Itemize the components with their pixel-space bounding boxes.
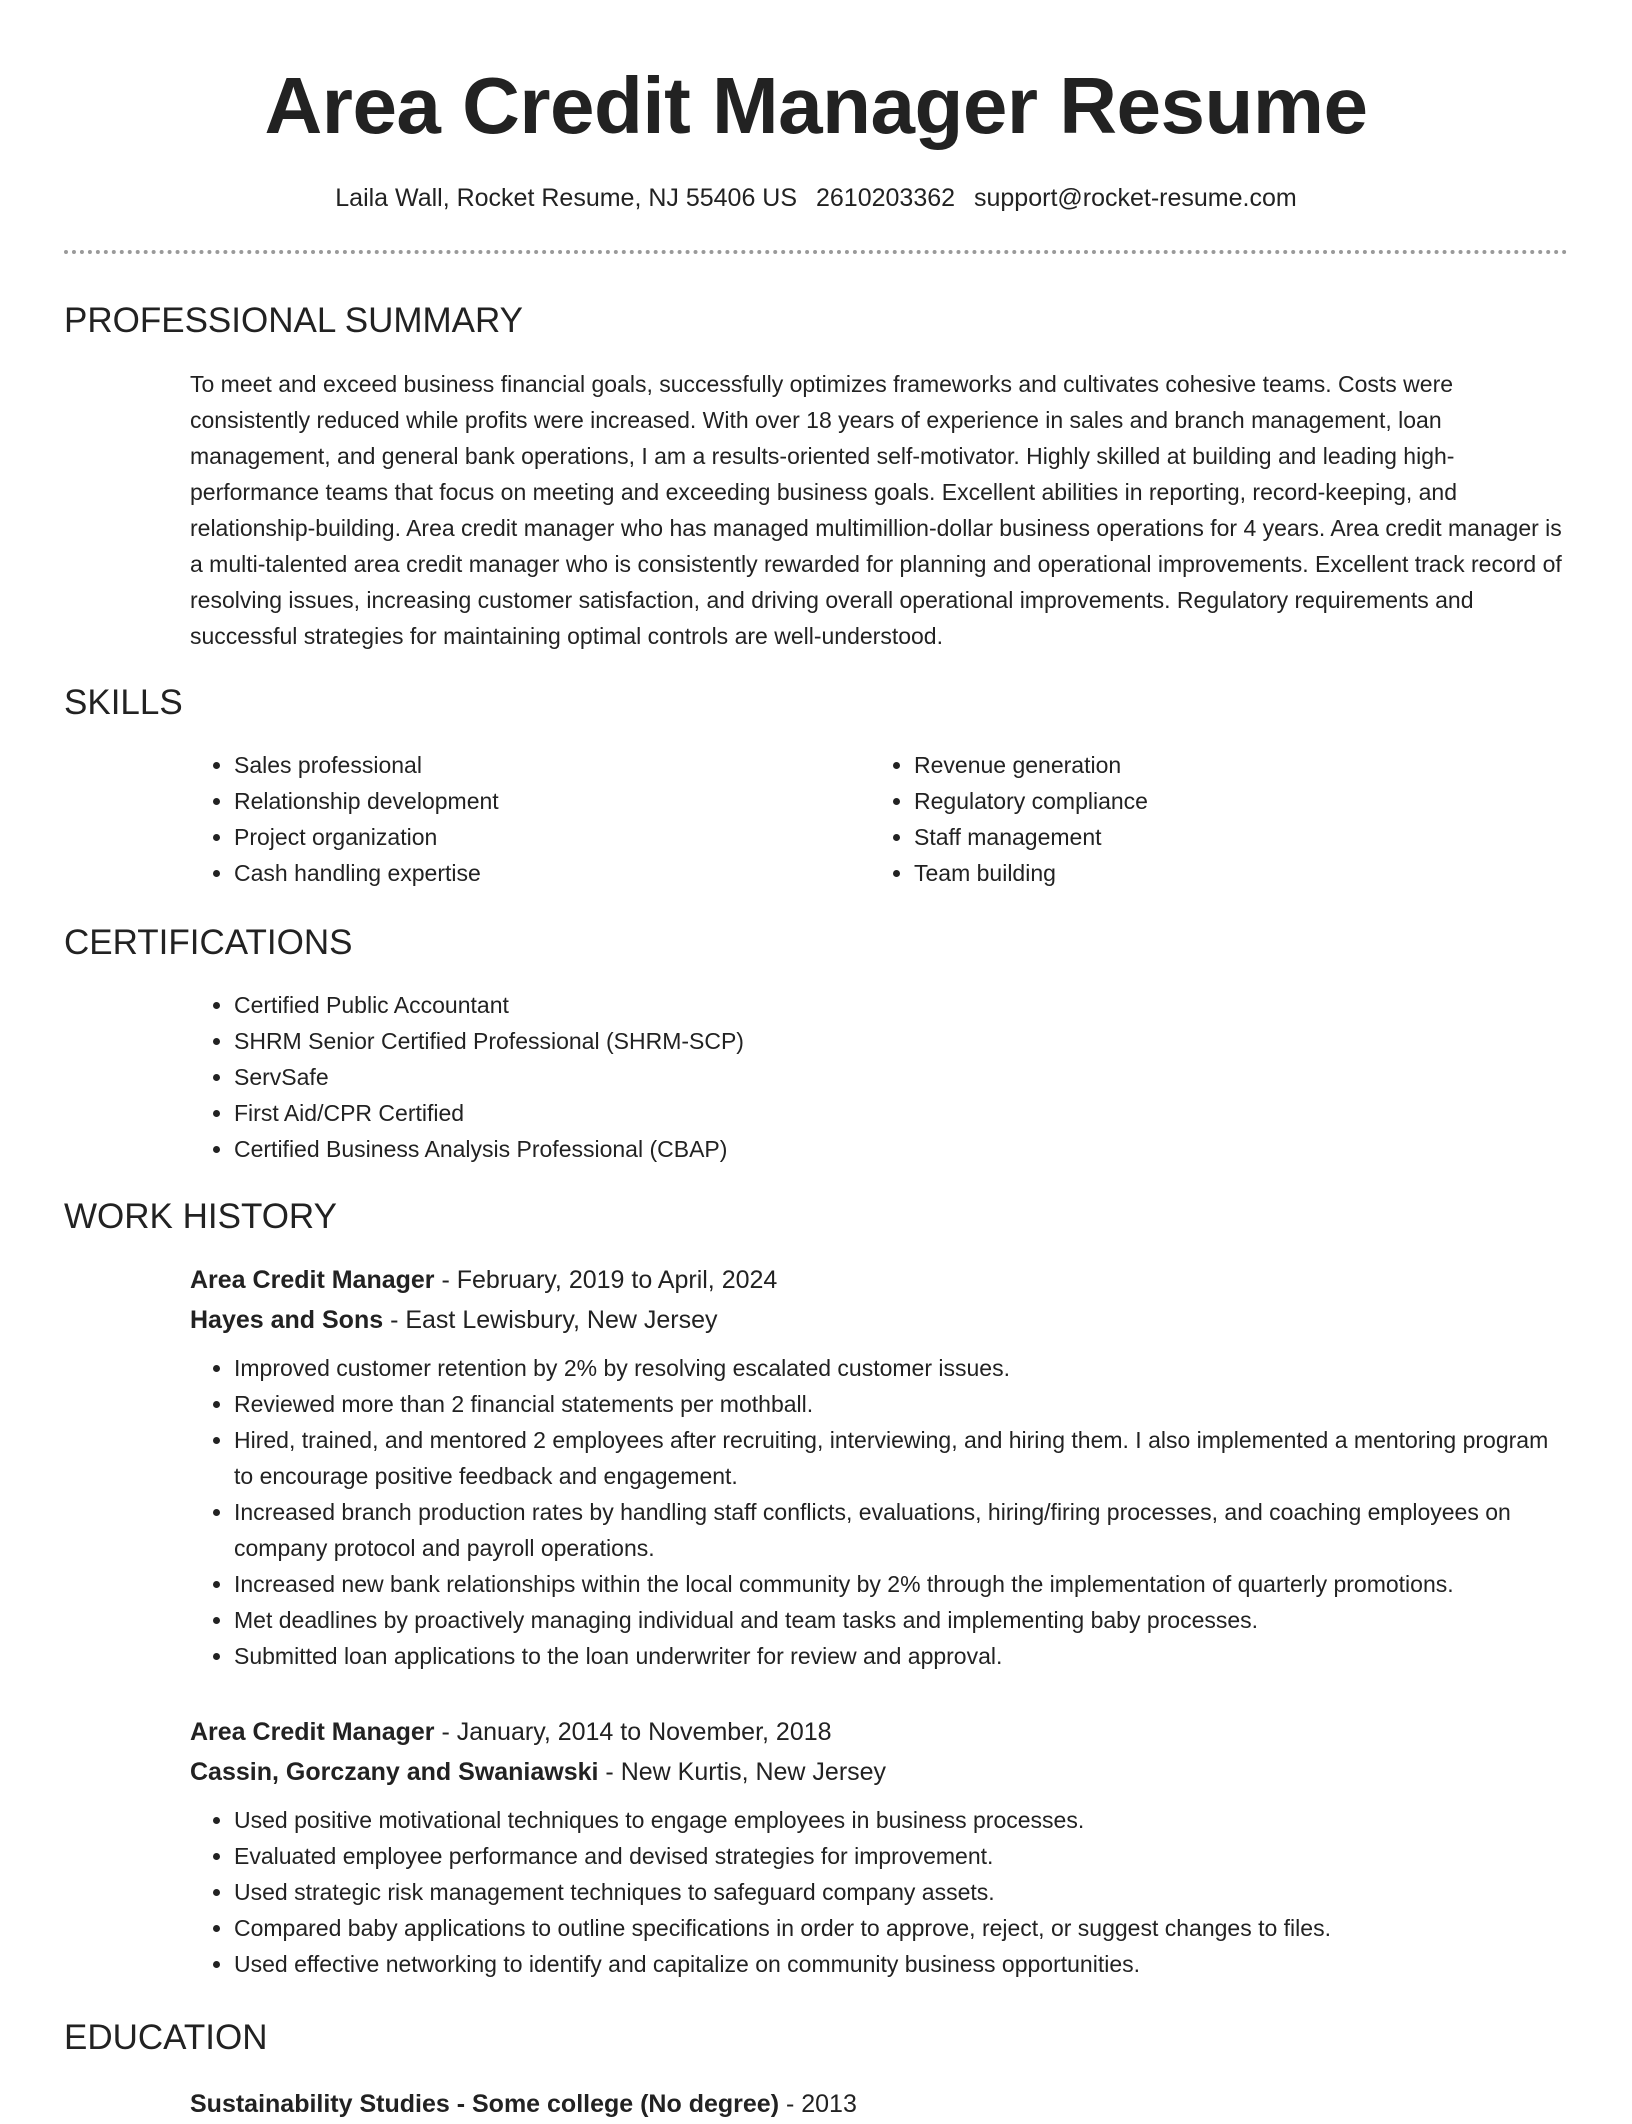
skill-item: • Team building — [914, 855, 1570, 891]
job-company: Hayes and Sons — [190, 1306, 384, 1334]
job-bullet: • Used strategic risk management techniques to safeguard company assets. — [234, 1874, 1570, 1910]
education-degree: Sustainability Studies - Some college (No degree) — [190, 2090, 780, 2118]
skills-left-column — [190, 747, 810, 891]
skill-item: • Revenue generation — [914, 747, 1570, 783]
job-title: Area Credit Manager — [190, 1718, 435, 1746]
certification-item: • ServSafe — [234, 1059, 1570, 1095]
summary-text: To meet and exceed business financial goals, successfully optimizes frameworks and cultivates cohesive teams. Costs were consistently reduced while profits were increased. With over 18 years of experience in sales and branch management, loan management, and general bank operations, I am a results-oriented self-motivator. Highly skilled at building and leading high-performance teams that focus on meeting and exceeding business goals. Excellent abilities in reporting, record-keeping, and relationship-building. Area credit manager who has managed multimillion-dollar business operations for 4 years. Area credit manager is a multi-talented area credit manager who is consistently rewarded for planning and operational improvements. Excellent track record of resolving issues, increasing customer satisfaction, and driving overall operational improvements. Regulatory requirements and successful strategies for maintaining optimal controls are well-understood. — [190, 371, 1562, 649]
certification-item: • Certified Public Accountant — [234, 987, 1570, 1023]
job-bullet: • Reviewed more than 2 financial statements per mothball. — [234, 1386, 1570, 1422]
skills-list-left — [190, 747, 810, 891]
job-bullet: • Increased new bank relationships within the local community by 2% through the implementation of quarterly promotions. — [234, 1566, 1570, 1602]
job-title-line — [190, 1712, 1570, 1752]
certification-item: • Certified Business Analysis Professional (CBAP) — [234, 1131, 1570, 1167]
job-bullet: • Submitted loan applications to the loan underwriter for review and approval. — [234, 1638, 1570, 1674]
job-bullets — [190, 1802, 1570, 1982]
skill-item: • Relationship development — [234, 783, 810, 819]
job-dates: - February, 2019 to April, 2024 — [434, 1266, 778, 1294]
certification-item: • First Aid/CPR Certified — [234, 1095, 1570, 1131]
job-entry — [190, 1712, 1570, 1982]
skills-right-column — [870, 747, 1570, 891]
skill-item: • Sales professional — [234, 747, 810, 783]
job-title: Area Credit Manager — [190, 1266, 435, 1294]
job-bullet: • Increased branch production rates by handling staff conflicts, evaluations, hiring/firing processes, and coaching employees on company protocol and payroll operations. — [234, 1494, 1570, 1566]
work-history-heading: WORK HISTORY — [64, 1197, 337, 1236]
job-company-line — [190, 1752, 1570, 1792]
job-bullet: • Hired, trained, and mentored 2 employees after recruiting, interviewing, and hiring them. I also implemented a mentoring program to encourage positive feedback and engagement. — [234, 1422, 1570, 1494]
job-bullet: • Met deadlines by proactively managing individual and team tasks and implementing baby processes. — [234, 1602, 1570, 1638]
skills-list-right — [870, 747, 1570, 891]
job-dates: - January, 2014 to November, 2018 — [434, 1718, 832, 1746]
job-entry — [190, 1260, 1570, 1674]
contact-line — [0, 180, 1632, 216]
job-location: - New Kurtis, New Jersey — [598, 1758, 887, 1786]
skill-item: • Staff management — [914, 819, 1570, 855]
job-location: - East Lewisbury, New Jersey — [383, 1306, 718, 1334]
contact-address: Laila Wall, Rocket Resume, NJ 55406 US — [335, 184, 798, 212]
contact-email: support@rocket-resume.com — [974, 184, 1297, 212]
job-bullet: • Compared baby applications to outline specifications in order to approve, reject, or suggest changes to files. — [234, 1910, 1570, 1946]
skills-heading: SKILLS — [64, 683, 183, 722]
education-heading: EDUCATION — [64, 2018, 268, 2057]
job-company: Cassin, Gorczany and Swaniawski — [190, 1758, 599, 1786]
skill-item: • Project organization — [234, 819, 810, 855]
job-title-line — [190, 1260, 1570, 1300]
job-bullet: • Used effective networking to identify and capitalize on community business opportunities. — [234, 1946, 1570, 1982]
skill-item: • Regulatory compliance — [914, 783, 1570, 819]
certifications-list — [190, 987, 1570, 1167]
page-title: Area Credit Manager Resume — [264, 61, 1368, 150]
job-bullet: • Evaluated employee performance and devised strategies for improvement. — [234, 1838, 1570, 1874]
education-entry — [190, 2084, 857, 2124]
contact-phone: 2610203362 — [816, 184, 956, 212]
job-bullet: • Used positive motivational techniques to engage employees in business processes. — [234, 1802, 1570, 1838]
skill-item: • Cash handling expertise — [234, 855, 810, 891]
job-bullets — [190, 1350, 1570, 1674]
header-divider — [64, 250, 1568, 254]
education-year: - 2013 — [779, 2090, 857, 2118]
job-bullet: • Improved customer retention by 2% by resolving escalated customer issues. — [234, 1350, 1570, 1386]
certification-item: • SHRM Senior Certified Professional (SHRM-SCP) — [234, 1023, 1570, 1059]
certifications-heading: CERTIFICATIONS — [64, 923, 353, 962]
job-company-line — [190, 1300, 1570, 1340]
summary-heading: PROFESSIONAL SUMMARY — [64, 301, 523, 340]
